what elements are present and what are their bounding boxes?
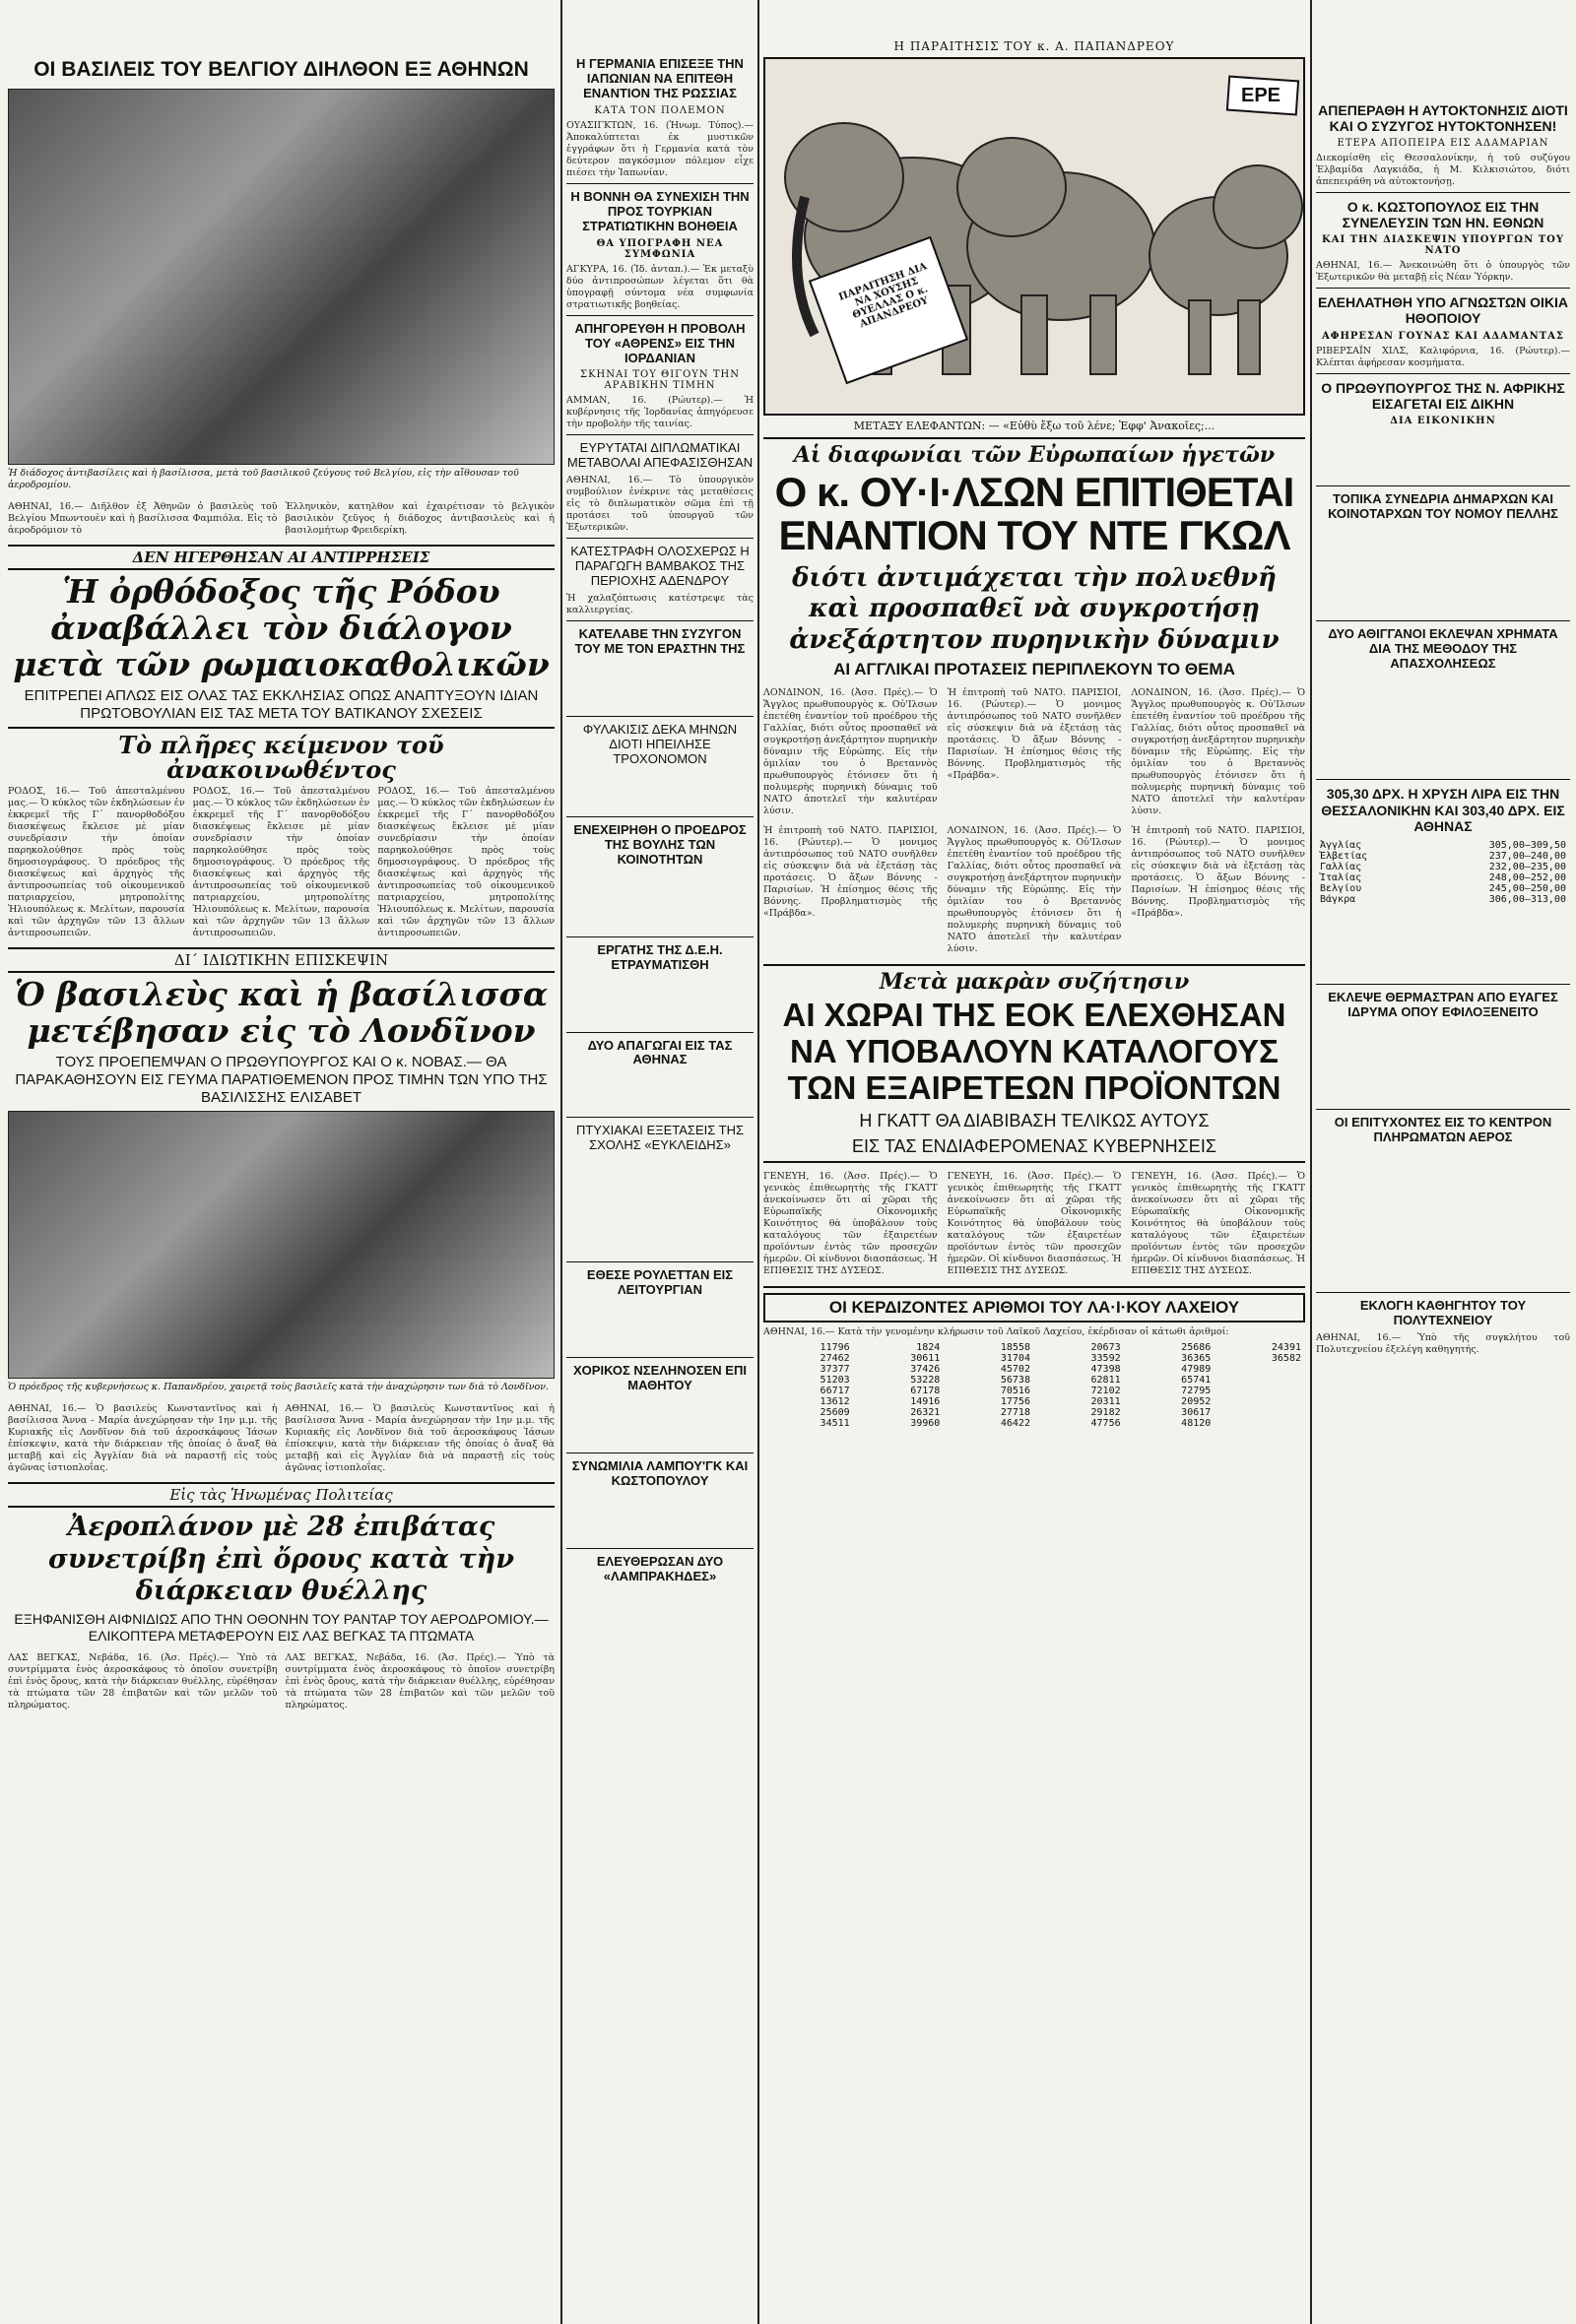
gold-price-row [1316, 862, 1570, 872]
lottery-row [763, 1342, 1305, 1353]
column-rule [757, 0, 759, 2324]
lottery-row [763, 1386, 1305, 1396]
lottery-number: 13612 [820, 1396, 850, 1408]
divider [566, 936, 754, 937]
gold-price-row [1316, 840, 1570, 851]
suicide-subhead: ΕΤΕΡΑ ΑΠΟΠΕΙΡΑ ΕΙΣ ΑΔΑΜΑΡΙΑΝ [1337, 138, 1549, 150]
elephants-cartoon [763, 57, 1305, 416]
kostopoulos-headline: Ο κ. ΚΩΣΤΟΠΟΥΛΟΣ ΕΙΣ ΤΗΝ ΣΥΝΕΛΕΥΣΙΝ ΤΩΝ ΗΝ. ΕΘΝΩΝ [1342, 199, 1544, 231]
wilson-story-body-6: Ἡ ἐπιτροπὴ τοῦ ΝΑΤΟ. ΠΑΡΙΣΙΟΙ, 16. (Ρώυτερ).— Ὁ μονιμος ἀντιπρόσωπος τοῦ ΝΑΤΟ συνῆλθεν εἰς σύσκεψιν διὰ νὰ ἐξετάσῃ τὰς προτάσεις. Ὁ ἄξων Βόννης - Παρισίων. Ἡ ἐπίσημος θέσις τῆς Βόννης. Προβληματισμὸς τῆς «Πράβδα». [1131, 825, 1305, 920]
divider [1316, 192, 1570, 193]
royals-story-body-2: Ἑλληνικὸν, κατηλθον καὶ ἐχαιρέτισαν τὸ βελγικὸν βασιλικὸν ζεῦγος ἡ διάδοχος ἀντιβασιλεὺς καὶ ἡ βασιλομήτωρ Φρειδερίκη. [285, 501, 555, 537]
gatt-subhead-2: ΕΙΣ ΤΑΣ ΕΝΔΙΑΦΕΡΟΜΕΝΑΣ ΚΥΒΕΡΝΗΣΕΙΣ [763, 1136, 1305, 1164]
suicide-body: Διεκομίσθη εἰς Θεσσαλονίκην, ἡ τοῦ συζύγου Ἑλβαμίδα Λαγκιάδα, ἡ Μ. Κιλκισιώτου, διότι ἀπεπειράθη νὰ αὐτοκτονήσῃ. [1316, 153, 1570, 188]
gold-price-row [1316, 872, 1570, 883]
column-rule [1310, 0, 1312, 2324]
lottery-row [763, 1375, 1305, 1386]
divider [566, 1548, 754, 1549]
south-africa-subhead: ΔΙΑ ΕΙΚΟΝΙΚΗΝ [1390, 415, 1496, 426]
lottery-number: 65741 [1181, 1375, 1212, 1387]
rhodes-story-body-3: ΡΟΔΟΣ, 16.— Τοῦ ἀπεσταλμένου μας.— Ὁ κύκλος τῶν ἐκδηλώσεων ἐν ἐκκρεμεῖ τῆς Γ΄ πανορθοδόξου διασκέψεως ἔκλεισε μὲ μίαν συνεδρίασιν τὴν ὁποίαν παρηκολούθησε πρὸς τοὺς δημοσιογράφους. Ὁ πρόεδρος τῆς διασκέψεως καὶ ἀρχηγὸς τῆς ἀντιπροσωπείας τοῦ οἰκουμενικοῦ πατριαρχείου, μητροπολίτης Ἡλιουπόλεως κ. Μελίτων, παρουσία καὶ τῶν ἀρχηγῶν τῶν 13 ἄλλων ἀντιπροσωπειῶν. [377, 786, 555, 939]
gold-price-row [1316, 851, 1570, 862]
lottery-number: 18558 [1000, 1342, 1030, 1354]
divider [1316, 485, 1570, 486]
lottery-number: 11796 [820, 1342, 850, 1354]
lottery-number: 25609 [820, 1407, 850, 1419]
divider [566, 315, 754, 316]
germany-japan-body: ΟΥΑΣΙΓΚΤΩΝ, 16. (Ἡνωμ. Τύπος).— Ἀποκαλύπτεται ἐκ μυστικῶν ἐγγράφων ὅτι ἡ Γερμανία κατὰ τὸν δεύτερον παγκόσμιον πόλεμον εἶχε πιέσει τὴν Ἰαπωνίαν. [566, 119, 754, 178]
eec-story-body: ΓΕΝΕΥΗ, 16. (Ἀσσ. Πρές).— Ὁ γενικὸς ἐπιθεωρητὴς τῆς ΓΚΑΤΤ ἀνεκοίνωσεν ὅτι αἱ χῶραι τῆς Εὐρωπαϊκῆς Οἰκονομικῆς Κοινότητος θὰ ὑποβάλουν τοὺς καταλόγους τῶν ἐξαιρετέων προϊόντων ἐντὸς τῶν προσεχῶν ἡμερῶν. Οἱ κίνδυνοι διασπάσεως. Ἡ ΕΠΙΘΕΣΙΣ ΤΗΣ ΔΥΣΕΩΣ. [763, 1171, 938, 1277]
divider [1316, 373, 1570, 374]
bonn-turkey-subhead: ΘΑ ΥΠΟΓΡΑΦΗ ΝΕΑ ΣΥΜΦΩΝΙΑ [596, 237, 724, 260]
european-leaders-kicker: Αἱ διαφωνίαι τῶν Εὐρωπαίων ἡγετῶν [793, 442, 1276, 468]
air-crew-headline: ΟΙ ΕΠΙΤΥΧΟΝΤΕΣ ΕΙΣ ΤΟ ΚΕΝΤΡΟΝ ΠΛΗΡΩΜΑΤΩΝ ΑΕΡΟΣ [1334, 1114, 1552, 1144]
professor-body: ΑΘΗΝΑΙ, 16.— Ὑπὸ τῆς συγκλήτου τοῦ Πολυτεχνείου ἐξελέγη καθηγητής. [1316, 1332, 1570, 1356]
divider [1316, 984, 1570, 985]
lottery-number: 53228 [910, 1375, 941, 1387]
germany-japan-subhead: ΚΑΤΑ ΤΟΝ ΠΟΛΕΜΟΝ [594, 104, 726, 116]
divider [566, 1117, 754, 1118]
lottery-number: 36365 [1181, 1353, 1212, 1365]
eec-story-body-3: ΓΕΝΕΥΗ, 16. (Ἀσσ. Πρές).— Ὁ γενικὸς ἐπιθεωρητὴς τῆς ΓΚΑΤΤ ἀνεκοίνωσεν ὅτι αἱ χῶραι τῆς Εὐρωπαϊκῆς Οἰκονομικῆς Κοινότητος θὰ ὑποβάλουν τοὺς καταλόγους τῶν ἐξαιρετέων προϊόντων ἐντὸς τῶν προσεχῶν ἡμερῶν. Οἱ κίνδυνοι διασπάσεως. Ἡ ΕΠΙΘΕΣΙΣ ΤΗΣ ΔΥΣΕΩΣ. [1131, 1171, 1305, 1277]
wilson-story-body-2: Ἡ ἐπιτροπὴ τοῦ ΝΑΤΟ. ΠΑΡΙΣΙΟΙ, 16. (Ρώυτερ).— Ὁ μονιμος ἀντιπρόσωπος τοῦ ΝΑΤΟ συνῆλθεν εἰς σύσκεψιν διὰ νὰ ἐξετάσῃ τὰς προτάσεις. Ὁ ἄξων Βόννης - Παρισίων. Ἡ ἐπίσημος θέσις τῆς Βόννης. Προβληματισμὸς τῆς «Πράβδα». [947, 687, 1122, 782]
actor-home-body: ΡΙΒΕΡΣΑΪΝ ΧΙΛΣ, Καλιφόρνια, 16. (Ρώυτερ).— Κλέπται ἀφήρεσαν κοσμήματα. [1316, 345, 1570, 368]
heater-theft-headline: ΕΚΛΕΨΕ ΘΕΡΜΑΣΤΡΑΝ ΑΠΟ ΕΥΑΓΕΣ ΙΔΡΥΜΑ ΟΠΟΥ ΕΦΙΛΟΞΕΝΕΙΤΟ [1328, 989, 1558, 1019]
meeting-headline: ΣΥΝΩΜΙΛΙΑ ΛΑΜΠΟΥ'ΓΚ ΚΑΙ ΚΩΣΤΟΠΟΥΛΟΥ [571, 1458, 749, 1488]
jordan-film-subhead: ΣΚΗΝΑΙ ΤΟΥ ΘΙΓΟΥΝ ΤΗΝ ΑΡΑΒΙΚΗΝ ΤΙΜΗΝ [580, 369, 740, 392]
germany-japan-headline: Η ΓΕΡΜΑΝΙΑ ΕΠΙΣΕΞΕ ΤΗΝ ΙΑΠΩΝΙΑΝ ΝΑ ΕΠΙΤΕΘΗ ΕΝΑΝΤΙΟΝ ΤΗΣ ΡΩΣΣΙΑΣ [576, 56, 744, 100]
gatt-subhead: Η ΓΚΑΤΤ ΘΑ ΔΙΑΒΙΒΑΣΗ ΤΕΛΙΚΩΣ ΑΥΤΟΥΣ [859, 1111, 1210, 1131]
royals-story-body: ΑΘΗΝΑΙ, 16.— Διῆλθον ἐξ Ἀθηνῶν ὁ βασιλεὺς τοῦ Βελγίου Μπωντουὲν καὶ ἡ βασίλισσα Φαμπιόλα. Εἰς τὸ ἀεροδρόμιον τὸ [8, 501, 278, 537]
lottery-number: 47756 [1090, 1418, 1121, 1430]
divider [566, 434, 754, 435]
lottery-number: 31704 [1000, 1353, 1030, 1365]
lottery-row [763, 1407, 1305, 1418]
rhodes-story-body: ΡΟΔΟΣ, 16.— Τοῦ ἀπεσταλμένου μας.— Ὁ κύκλος τῶν ἐκδηλώσεων ἐν ἐκκρεμεῖ τῆς Γ΄ πανορθοδόξου διασκέψεως ἔκλεισε μὲ μίαν συνεδρίασιν τὴν ὁποίαν παρηκολούθησε πρὸς τοὺς δημοσιογράφους. Ὁ πρόεδρος τῆς διασκέψεως καὶ ἀρχηγὸς τῆς ἀντιπροσωπείας τοῦ οἰκουμενικοῦ πατριαρχείου, μητροπολίτης Ἡλιουπόλεως κ. Μελίτων, παρουσία καὶ τῶν ἀρχηγῶν τῶν 13 ἄλλων ἀντιπροσωπειῶν. [8, 786, 185, 939]
rhodes-subhead: ΕΠΙΤΡΕΠΕΙ ΑΠΛΩΣ ΕΙΣ ΟΛΑΣ ΤΑΣ ΕΚΚΛΗΣΙΑΣ ΟΠΩΣ ΑΝΑΠΤΥΞΟΥΝ ΙΔΙΑΝ ΠΡΩΤΟΒΟΥΛΙΑΝ ΕΙΣ ΤΑΣ ΜΕΤΑ ΤΟΥ ΒΑΤΙΚΑΝΟΥ ΣΧΕΣΕΙΣ [24, 686, 539, 722]
lottery-number: 47989 [1181, 1364, 1212, 1376]
lottery-intro: ΑΘΗΝΑΙ, 16.— Κατὰ τὴν γενομένην κλήρωσιν τοῦ Λαϊκοῦ Λαχείου, ἐκέρδισαν οἱ κάτωθι ἀριθμοί: [763, 1326, 1229, 1338]
lottery-number: 66717 [820, 1386, 850, 1397]
kostopoulos-subhead: ΚΑΙ ΤΗΝ ΔΙΑΣΚΕΨΙΝ ΥΠΟΥΡΓΩΝ ΤΟΥ ΝΑΤΟ [1322, 234, 1564, 257]
divider [566, 1261, 754, 1262]
right-column [1316, 0, 1570, 2324]
divider [763, 437, 1305, 439]
wilson-story-body: ΛΟΝΔΙΝΟΝ, 16. (Ἀσσ. Πρές).— Ὁ Ἄγγλος πρωθυπουργὸς κ. Οὐ'Ιλσων ἐπετέθη ἐναντίον τοῦ προέδρου τῆς Γαλλίας, διότι οὗτος προσπαθεῖ νὰ συγκροτήσῃ ἀνεξάρτητον πυρηνικὴν δύναμιν τῆς Εὐρώπης. Εἰς τὴν ὁμιλίαν του ὁ Βρεταννὸς πρωθυπουργὸς ἐτόνισεν ὅτι ἡ πολυμερὴς πυρηνικὴ δύναμις τοῦ ΝΑΤΟ ἀποτελεῖ τὴν καλυτέραν λύσιν. [763, 687, 938, 817]
lottery-number: 24391 [1271, 1342, 1301, 1354]
divider [1316, 288, 1570, 289]
lottery-number: 27462 [820, 1353, 850, 1365]
exams-headline: ΠΤΥΧΙΑΚΑΙ ΕΞΕΤΑΣΕΙΣ ΤΗΣ ΣΧΟΛΗΣ «ΕΥΚΛΕΙΔΗΣ» [575, 1123, 745, 1153]
professor-headline: ΕΚΛΟΓΗ ΚΑΘΗΓΗΤΟΥ ΤΟΥ ΠΟΛΥΤΕΧΝΕΙΟΥ [1359, 1298, 1527, 1328]
wilson-headline: Ο κ. ΟΥ·Ι·ΛΣΩΝ ΕΠΙΤΙΘΕΤΑΙ ΕΝΑΝΤΙΟΝ ΤΟΥ ΝΤΕ ΓΚΩΛ [774, 469, 1294, 559]
lottery-number: 39960 [910, 1418, 941, 1430]
narrow-news-column [566, 0, 754, 2324]
prison-headline: ΦΥΛΑΚΙΣΙΣ ΔΕΚΑ ΜΗΝΩΝ ΔΙΟΤΙ ΗΠΕΙΛΗΣΕ ΤΡΟΧΟΝΟΜΟΝ [582, 722, 738, 766]
gold-coin-price: 245,00—250,00 [1488, 882, 1566, 894]
divider [566, 816, 754, 817]
jordan-film-headline: ΑΠΗΓΟΡΕΥΘΗ Η ΠΡΟΒΟΛΗ ΤΟΥ «ΑΘΡΕΝΣ» ΕΙΣ ΤΗΝ ΙΟΡΔΑΝΙΑΝ [574, 320, 746, 365]
gold-coin-price: 232,00—235,00 [1488, 861, 1566, 872]
wilson-subhead: διότι ἀντιμάχεται τὴν πολυεθνῆ καὶ προσπαθεῖ νὰ συγκροτήσῃ ἀνεξάρτητον πυρηνικὴν δύναμιν [789, 563, 1280, 655]
lottery-number: 48120 [1181, 1418, 1212, 1430]
royals-photo-caption: Ἡ διάδοχος ἀντιβασίλεις καὶ ἡ βασίλισσα, μετὰ τοῦ βασιλικοῦ ζεύγους τοῦ Βελγίου, εἰς τὴν αἴθουσαν τοῦ ἀεροδρομίου. [8, 468, 519, 491]
lottery-number: 20311 [1090, 1396, 1121, 1408]
left-column [8, 0, 555, 2324]
gypsies-headline: ΔΥΟ ΑΘΙΓΓΑΝΟΙ ΕΚΛΕΨΑΝ ΧΡΗΜΑΤΑ ΔΙΑ ΤΗΣ ΜΕΘΟΔΟΥ ΤΗΣ ΑΠΑΣΧΟΛΗΣΕΩΣ [1328, 625, 1558, 671]
column-rule [560, 0, 562, 2324]
gold-coin-price: 306,00—313,00 [1488, 893, 1566, 905]
lottery-number: 56738 [1000, 1375, 1030, 1387]
plane-crash-headline: Ἀεροπλάνον μὲ 28 ἐπιβάτας συνετρίβη ἐπὶ ὄρους κατὰ τὴν διάρκειαν θυέλλης [47, 1512, 514, 1606]
gold-coin-name: Βελγίου [1320, 882, 1362, 894]
lottery-number: 29182 [1090, 1407, 1121, 1419]
south-africa-headline: Ο ΠΡΩΘΥΠΟΥΡΓΟΣ ΤΗΣ Ν. ΑΦΡΙΚΗΣ ΕΙΣΑΓΕΤΑΙ ΕΙΣ ΔΙΚΗΝ [1321, 379, 1565, 412]
lottery-number: 33592 [1090, 1353, 1121, 1365]
ere-sign-label: ΕΡΕ [1241, 85, 1281, 106]
eec-story-body-2: ΓΕΝΕΥΗ, 16. (Ἀσσ. Πρές).— Ὁ γενικὸς ἐπιθεωρητὴς τῆς ΓΚΑΤΤ ἀνεκοίνωσεν ὅτι αἱ χῶραι τῆς Εὐρωπαϊκῆς Οἰκονομικῆς Κοινότητος θὰ ὑποβάλουν τοὺς καταλόγους τῶν ἐξαιρετέων προϊόντων ἐντὸς τῶν προσεχῶν ἡμερῶν. Οἱ κίνδυνοι διασπάσεως. Ἡ ΕΠΙΘΕΣΙΣ ΤΗΣ ΔΥΣΕΩΣ. [947, 1171, 1122, 1277]
eec-headline: ΑΙ ΧΩΡΑΙ ΤΗΣ ΕΟΚ ΕΛΕΧΘΗΣΑΝ ΝΑ ΥΠΟΒΑΛΟΥΝ ΚΑΤΑΛΟΓΟΥΣ ΤΩΝ ΕΞΑΙΡΕΤΕΩΝ ΠΡΟΪΟΝΤΩΝ [782, 997, 1286, 1107]
divider [566, 183, 754, 184]
lottery-row [763, 1418, 1305, 1429]
lottery-numbers-table [763, 1342, 1305, 1429]
lottery-number: 37377 [820, 1364, 850, 1376]
plane-crash-body-2: ΛΑΣ ΒΕΓΚΑΣ, Νεβάδα, 16. (Ἀσ. Πρές).— Ὑπὸ τὰ συντρίμματα ἑνὸς ἀεροσκάφους τὸ ὁποῖον συνετρίβη ἐπὶ ἑνὸς ὄρους, κατὰ τὴν διάρκειαν θυέλλης, εὑρέθησαν τὰ πτώματα τῶν 28 ἐπιβατῶν καὶ τῶν μελῶν τοῦ πληρώματος. [285, 1651, 555, 1711]
gold-price-row [1316, 894, 1570, 905]
divider [763, 964, 1305, 966]
departure-photo-caption: Ὁ πρόεδρος τῆς κυβερνήσεως κ. Παπανδρέου, χαιρετᾷ τοὺς βασιλεῖς κατὰ τὴν ἀναχώρησιν των διὰ τὸ Λονδῖνον. [8, 1382, 550, 1393]
divider [1316, 1109, 1570, 1110]
divider [566, 1452, 754, 1453]
gold-coin-name: Γαλλίας [1320, 861, 1362, 872]
gold-price-row [1316, 883, 1570, 894]
gold-coin-price: 248,00—252,00 [1488, 872, 1566, 883]
royals-airport-photo [8, 89, 555, 465]
actor-home-subhead: ΑΦΗΡΕΣΑΝ ΓΟΥΝΑΣ ΚΑΙ ΑΔΑΜΑΝΤΑΣ [1321, 330, 1565, 342]
abductions-headline: ΔΥΟ ΑΠΑΓΩΓΑΙ ΕΙΣ ΤΑΣ ΑΘΗΝΑΣ [587, 1037, 733, 1067]
lottery-number: 30611 [910, 1353, 941, 1365]
plane-crash-subhead: ΕΞΗΦΑΝΙΣΘΗ ΑΙΦΝΙΔΙΩΣ ΑΠΟ ΤΗΝ ΟΘΟΝΗΝ ΤΟΥ ΡΑΝΤΑΡ ΤΟΥ ΑΕΡΟΔΡΟΜΙΟΥ.— ΕΛΙΚΟΠΤΕΡΑ ΜΕΤΑΦΕΡΟΥΝ ΕΙΣ ΛΑΣ ΒΕΓΚΑΣ ΤΑ ΠΤΩΜΑΤΑ [14, 1611, 549, 1645]
gold-sovereign-headline: 305,30 ΔΡΧ. Η ΧΡΥΣΗ ΛΙΡΑ ΕΙΣ ΤΗΝ ΘΕΣΣΑΛΟΝΙΚΗΝ ΚΑΙ 303,40 ΔΡΧ. ΕΙΣ ΑΘΗΝΑΣ [1321, 786, 1565, 834]
lottery-number: 20952 [1181, 1396, 1212, 1408]
lottery-headline: ΟΙ ΚΕΡΔΙΖΟΝΤΕΣ ΑΡΙΘΜΟΙ ΤΟΥ ΛΑ·Ι·ΚΟΥ ΛΑΧΕΙΟΥ [763, 1293, 1305, 1323]
royals-london-subhead: ΤΟΥΣ ΠΡΟΕΠΕΜΨΑΝ Ο ΠΡΩΘΥΠΟΥΡΓΟΣ ΚΑΙ Ο κ. ΝΟΒΑΣ.— ΘΑ ΠΑΡΑΚΑΘΗΣΟΥΝ ΕΙΣ ΓΕΥΜΑ ΠΑΡΑΤΙΘΕΜΕΝΟΝ ΠΡΟΣ ΤΙΜΗΝ ΤΩΝ ΥΠΟ ΤΗΣ ΒΑΣΙΛΙΣΣΗΣ ΕΛΙΣΑΒΕΤ [15, 1054, 548, 1107]
suicide-headline: ΑΠΕΠΕΡΑΘΗ Η ΑΥΤΟΚΤΟΝΗΣΙΣ ΔΙΟΤΙ ΚΑΙ Ο ΣΥΖΥΓΟΣ ΗΥΤΟΚΤΟΝΗΣΕΝ! [1318, 102, 1568, 135]
lottery-number: 17756 [1000, 1396, 1030, 1408]
diplomatic-changes-headline: ΕΥΡΥΤΑΤΑΙ ΔΙΠΛΩΜΑΤΙΚΑΙ ΜΕΤΑΒΟΛΑΙ ΑΠΕΦΑΣΙΣΘΗΣΑΝ [566, 440, 754, 471]
jordan-film-body: ΑΜΜΑΝ, 16. (Ρώυτερ).— Ἡ κυβέρνησις τῆς Ἰορδανίας ἀπηγόρευσε τὴν προβολὴν τῆς ταινίας. [566, 395, 754, 430]
lottery-number: 67178 [910, 1386, 941, 1397]
dancer-headline: ΧΟΡΙΚΟΣ ΝΣΕΛΗΝΟΣΕΝ ΕΠΙ ΜΑΘΗΤΟΥ [573, 1363, 747, 1393]
wilson-story-body-3: ΛΟΝΔΙΝΟΝ, 16. (Ἀσσ. Πρές).— Ὁ Ἄγγλος πρωθυπουργὸς κ. Οὐ'Ιλσων ἐπετέθη ἐναντίον τοῦ προέδρου τῆς Γαλλίας, διότι οὗτος προσπαθεῖ νὰ συγκροτήσῃ ἀνεξάρτητον πυρηνικὴν δύναμιν τῆς Εὐρώπης. Εἰς τὴν ὁμιλίαν του ὁ Βρεταννὸς πρωθυπουργὸς ἐτόνισεν ὅτι ἡ πολυμερὴς πυρηνικὴ δύναμις τοῦ ΝΑΤΟ ἀποτελεῖ τὴν καλυτέραν λύσιν. [1131, 687, 1305, 817]
lottery-row [763, 1353, 1305, 1364]
gold-coin-name: Ἐλβετίας [1320, 850, 1368, 862]
divider [1316, 620, 1570, 621]
wilson-story-body-4: Ἡ ἐπιτροπὴ τοῦ ΝΑΤΟ. ΠΑΡΙΣΙΟΙ, 16. (Ρώυτερ).— Ὁ μονιμος ἀντιπρόσωπος τοῦ ΝΑΤΟ συνῆλθεν εἰς σύσκεψιν διὰ νὰ ἐξετάσῃ τὰς προτάσεις. Ὁ ἄξων Βόννης - Παρισίων. Ἡ ἐπίσημος θέσις τῆς Βόννης. Προβληματισμὸς τῆς «Πράβδα». [763, 825, 938, 920]
lottery-number: 62811 [1090, 1375, 1121, 1387]
divider [566, 1032, 754, 1033]
center-column [763, 0, 1305, 2324]
cartoon-newspaper-label: ΠΑΡΑΙΤΗΣΗ ΔΙΑ ΝΑ ΧΟΥΣΗΣ ΘΥΕΛΛΑΣ Ο κ. ΑΠΑΝΔΡΕΟΥ [837, 261, 930, 331]
dei-worker-headline: ΕΡΓΑΤΗΣ ΤΗΣ Δ.Ε.Η. ΕΤΡΑΥΜΑΤΙΣΘΗ [597, 941, 723, 972]
lottery-number: 72795 [1181, 1386, 1212, 1397]
cartoon-caption: ΜΕΤΑΞΥ ΕΛΕΦΑΝΤΩΝ: — «Εὐθὺ ἔξω τοῦ λένε; Ἐφφ' Ἀνακοῖες;... [853, 420, 1215, 432]
divider [763, 1286, 1305, 1288]
spouse-headline: ΚΑΤΕΛΑΒΕ ΤΗΝ ΣΥΖΥΓΟΝ ΤΟΥ ΜΕ ΤΟΝ ΕΡΑΣΤΗΝ ΤΗΣ [574, 626, 746, 657]
lottery-number: 34511 [820, 1418, 850, 1430]
gold-coin-name: Ἰταλίας [1320, 872, 1362, 883]
gold-coin-name: Ἀγγλίας [1320, 839, 1362, 851]
divider [1316, 779, 1570, 780]
cartoon-title: Η ΠΑΡΑΙΤΗΣΙΣ ΤΟΥ κ. Α. ΠΑΠΑΝΔΡΕΟΥ [893, 39, 1175, 53]
rhodes-kicker: ΔΕΝ ΗΓΕΡΘΗΣΑΝ ΑΙ ΑΝΤΙΡΡΗΣΕΙΣ [8, 545, 555, 570]
lottery-number: 30617 [1181, 1407, 1212, 1419]
cotton-headline: ΚΑΤΕΣΤΡΑΦΗ ΟΛΟΣΧΕΡΩΣ Η ΠΑΡΑΓΩΓΗ ΒΑΜΒΑΚΟΣ ΤΗΣ ΠΕΡΙΟΧΗΣ ΑΔΕΝΔΡΟΥ [570, 544, 750, 589]
lottery-number: 14916 [910, 1396, 941, 1408]
gold-coin-price: 305,00—309,50 [1488, 839, 1566, 851]
lottery-number: 20673 [1090, 1342, 1121, 1354]
gold-coin-name: Βάγκρα [1320, 893, 1356, 905]
cartoon-drawing [765, 59, 1305, 414]
rhodes-headline: Ἡ ὀρθόδοξος τῆς Ρόδου ἀναβάλλει τὸν διάλογον μετὰ τῶν ρωμαιοκαθολικῶν [13, 572, 550, 683]
departure-photo [8, 1111, 555, 1379]
belgian-royals-headline: ΟΙ ΒΑΣΙΛΕΙΣ ΤΟΥ ΒΕΛΓΙΟΥ ΔΙΗΛΘΟΝ ΕΞ ΑΘΗΝΩΝ [33, 58, 529, 81]
usa-kicker: Εἰς τὰς Ἡνωμένας Πολιτείας [8, 1482, 555, 1508]
speaker-surgery-headline: ΕΝΕΧΕΙΡΗΘΗ Ο ΠΡΟΕΔΡΟΣ ΤΗΣ ΒΟΥΛΗΣ ΤΩΝ ΚΟΙΝΟΤΗΤΩΝ [573, 821, 747, 867]
communique-headline: Τὸ πλῆρες κείμενον τοῦ ἀνακοινωθέντος [8, 727, 555, 782]
english-proposals-subhead: ΑΙ ΑΓΓΛΙΚΑΙ ΠΡΟΤΑΣΕΙΣ ΠΕΡΙΠΛΕΚΟΥΝ ΤΟ ΘΕΜΑ [833, 659, 1235, 678]
lottery-number: 1824 [916, 1342, 941, 1354]
diplomatic-changes-body: ΑΘΗΝΑΙ, 16.— Τὸ ὑπουργικὸν συμβούλιον ἐνέκρινε τὰς μεταθέσεις εἰς τὸ διπλωματικὸν σῶμα ἐπὶ τῇ προτάσει τοῦ ὑπουργοῦ τῶν Ἐξωτερικῶν. [566, 475, 754, 534]
roulette-headline: ΕΘΕΣΕ ΡΟΥΛΕΤΤΑΝ ΕΙΣ ΛΕΙΤΟΥΡΓΙΑΝ [586, 1267, 734, 1298]
bonn-turkey-body: ΑΓΚΥΡΑ, 16. (Ἰδ. ἀνταπ.).— Ἐκ μεταξὺ δύο ἀντιπροσώπων λέγεται ὅτι θὰ ὑπογραφῇ σύντομα νέα συμφωνία στρατιωτικῆς βοηθείας. [566, 263, 754, 310]
lottery-number: 72102 [1090, 1386, 1121, 1397]
lottery-number: 36582 [1271, 1353, 1301, 1365]
lottery-number: 70516 [1000, 1386, 1030, 1397]
actor-home-headline: ΕΛΕΗΛΑΤΗΘΗ ΥΠΟ ΑΓΝΩΣΤΩΝ ΟΙΚΙΑ ΗΘΟΠΟΙΟΥ [1317, 294, 1569, 327]
lottery-row [763, 1396, 1305, 1407]
lottery-number: 25686 [1181, 1342, 1212, 1354]
divider [566, 1357, 754, 1358]
plane-crash-body: ΛΑΣ ΒΕΓΚΑΣ, Νεβάδα, 16. (Ἀσ. Πρές).— Ὑπὸ τὰ συντρίμματα ἑνὸς ἀεροσκάφους τὸ ὁποῖον συνετρίβη ἐπὶ ἑνὸς ὄρους, κατὰ τὴν διάρκειαν θυέλλης, εὑρέθησαν τὰ πτώματα τῶν 28 ἐπιβατῶν καὶ τῶν μελῶν τοῦ πληρώματος. [8, 1651, 278, 1711]
lottery-number: 45702 [1000, 1364, 1030, 1376]
kostopoulos-body: ΑΘΗΝΑΙ, 16.— Ἀνεκοινώθη ὅτι ὁ ὑπουργὸς τῶν Ἐξωτερικῶν θὰ μεταβῇ εἰς Νέαν Ὑόρκην. [1316, 260, 1570, 284]
lottery-row [763, 1364, 1305, 1375]
gold-coin-price: 237,00—240,00 [1488, 850, 1566, 862]
gold-prices-table [1316, 840, 1570, 905]
lottery-number: 26321 [910, 1407, 941, 1419]
cotton-body: Ἡ χαλαζόπτωσις κατέστρεψε τὰς καλλιεργείας. [566, 593, 754, 616]
london-story-body-2: ΑΘΗΝΑΙ, 16.— Ὁ βασιλεὺς Κωνσταντῖνος καὶ ἡ βασίλισσα Ἄννα - Μαρία ἀνεχώρησαν τὴν 1ην μ.μ. τῆς Κυριακῆς εἰς Λονδῖνον διὰ τοῦ ἀεροσκάφους Ἰάσων ἐπίσκεψιν, κατὰ τὴν διάρκειαν τῆς ὁποίας ὁ ἄναξ θὰ μεταβῇ καὶ εἰς Ἀγγλίαν διὰ νὰ παραστῇ εἰς τοὺς ἀγῶνας ἱστιοπλοΐας. [285, 1403, 555, 1474]
divider [566, 716, 754, 717]
lottery-number: 37426 [910, 1364, 941, 1376]
lottery-number: 27718 [1000, 1407, 1030, 1419]
rhodes-story-body-2: ΡΟΔΟΣ, 16.— Τοῦ ἀπεσταλμένου μας.— Ὁ κύκλος τῶν ἐκδηλώσεων ἐν ἐκκρεμεῖ τῆς Γ΄ πανορθοδόξου διασκέψεως ἔκλεισε μὲ μίαν συνεδρίασιν τὴν ὁποίαν παρηκολούθησε πρὸς τοὺς δημοσιογράφους. Ὁ πρόεδρος τῆς διασκέψεως καὶ ἀρχηγὸς τῆς ἀντιπροσωπείας τοῦ οἰκουμενικοῦ πατριαρχείου, μητροπολίτης Ἡλιουπόλεως κ. Μελίτων, παρουσία καὶ τῶν ἀρχηγῶν τῶν 13 ἄλλων ἀντιπροσωπειῶν. [192, 786, 370, 939]
private-visit-kicker: ΔΙ΄ ΙΔΙΩΤΙΚΗΝ ΕΠΙΣΚΕΨΙΝ [8, 947, 555, 973]
bonn-turkey-headline: Η ΒΟΝΝΗ ΘΑ ΣΥΝΕΧΙΣΗ ΤΗΝ ΠΡΟΣ ΤΟΥΡΚΙΑΝ ΣΤΡΑΤΙΩΤΙΚΗΝ ΒΟΗΘΕΙΑ [570, 188, 750, 233]
pella-headline: ΤΟΠΙΚΑ ΣΥΝΕΔΡΙΑ ΔΗΜΑΡΧΩΝ ΚΑΙ ΚΟΙΝΟΤΑΡΧΩΝ ΤΟΥ ΝΟΜΟΥ ΠΕΛΛΗΣ [1328, 490, 1558, 521]
wilson-story-body-5: ΛΟΝΔΙΝΟΝ, 16. (Ἀσσ. Πρές).— Ὁ Ἄγγλος πρωθυπουργὸς κ. Οὐ'Ιλσων ἐπετέθη ἐναντίον τοῦ προέδρου τῆς Γαλλίας, διότι οὗτος προσπαθεῖ νὰ συγκροτήσῃ ἀνεξάρτητον πυρηνικὴν δύναμιν τῆς Εὐρώπης. Εἰς τὴν ὁμιλίαν του ὁ Βρεταννὸς πρωθυπουργὸς ἐτόνισεν ὅτι ἡ πολυμερὴς πυρηνικὴ δύναμις τοῦ ΝΑΤΟ ἀποτελεῖ τὴν καλυτέραν λύσιν. [947, 825, 1122, 955]
london-story-body: ΑΘΗΝΑΙ, 16.— Ὁ βασιλεὺς Κωνσταντῖνος καὶ ἡ βασίλισσα Ἄννα - Μαρία ἀνεχώρησαν τὴν 1ην μ.μ. τῆς Κυριακῆς εἰς Λονδῖνον διὰ τοῦ ἀεροσκάφους Ἰάσων ἐπίσκεψιν, κατὰ τὴν διάρκειαν τῆς ὁποίας ὁ ἄναξ θὰ μεταβῇ καὶ εἰς Ἀγγλίαν διὰ νὰ παραστῇ εἰς τοὺς ἀγῶνας ἱστιοπλοΐας. [8, 1403, 278, 1474]
eec-kicker: Μετὰ μακρὰν συζήτησιν [879, 969, 1190, 996]
lottery-number: 47398 [1090, 1364, 1121, 1376]
divider [566, 620, 754, 621]
lambrakides-headline: ΕΛΕΥΘΕΡΩΣΑΝ ΔΥΟ «ΛΑΜΠΡΑΚΗΔΕΣ» [596, 1553, 724, 1583]
royals-london-headline: Ὁ βασιλεὺς καὶ ἡ βασίλισσα μετέβησαν εἰς τὸ Λονδῖνον [14, 975, 549, 1051]
divider [1316, 1292, 1570, 1293]
lottery-number: 46422 [1000, 1418, 1030, 1430]
lottery-number: 51203 [820, 1375, 850, 1387]
divider [566, 538, 754, 539]
